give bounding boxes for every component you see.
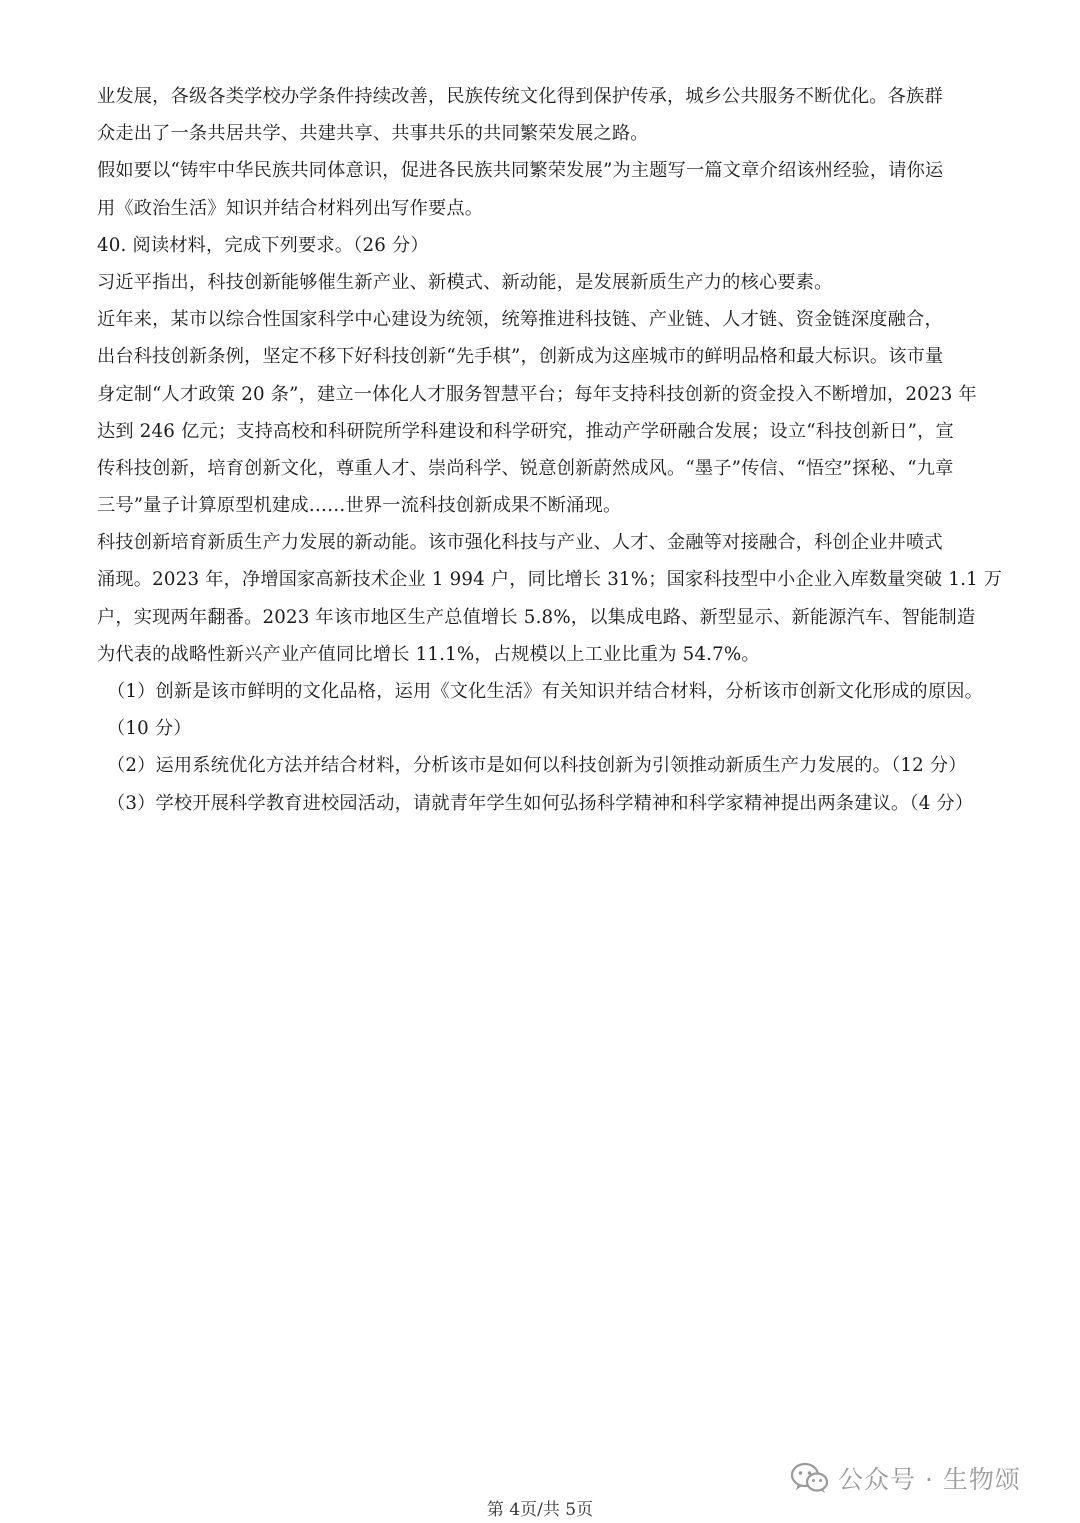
sub-question: （1）创新是该市鲜明的文化品格，运用《文化生活》有关知识并结合材料，分析该市创新文化形成的原因。 <box>107 681 983 702</box>
sub-question-score: （10 分） <box>107 718 192 740</box>
text-line: 假如要以“铸牢中华民族共同体意识，促进各民族共同繁荣发展”为主题写一篇文章介绍该州经验，请你运 <box>97 160 944 182</box>
wechat-icon <box>790 1461 830 1495</box>
text-line: 出台科技创新条例，坚定不移下好科技创新“先手棋”，创新成为这座城市的鲜明品格和最大标识。该市量 <box>97 346 944 368</box>
text-line: 众走出了一条共居共学、共建共享、共事共乐的共同繁荣发展之路。 <box>97 123 649 145</box>
text-line: 习近平指出，科技创新能够催生新产业、新模式、新动能，是发展新质生产力的核心要素。 <box>97 271 833 293</box>
watermark-text: 公众号 · 生物颂 <box>838 1465 1021 1494</box>
sub-question: （2）运用系统优化方法并结合材料，分析该市是如何以科技创新为引领推动新质生产力发展的。（12 分） <box>107 755 967 777</box>
page-number: 第 4页/共 5页 <box>486 1500 594 1520</box>
text-line: 用《政治生活》知识并结合材料列出写作要点。 <box>97 197 484 219</box>
text-line: 涌现。2023 年，净增国家高新技术企业 1 994 户，同比增长 31%；国家科技型中小企业入库数量突破 1.1 万 <box>97 569 1003 591</box>
text-line: 达到 246 亿元；支持高校和科研院所学科建设和科学研究，推动产学研融合发展；设立“科技创新日”，宣 <box>97 420 954 442</box>
text-line: 科技创新培育新质生产力发展的新动能。该市强化科技与产业、人才、金融等对接融合，科创企业井喷式 <box>97 532 943 554</box>
text-line: 传科技创新，培育创新文化，尊重人才、崇尚科学、锐意创新蔚然成风。“墨子”传信、“悟空”探秘、“九章 <box>97 457 954 479</box>
text-line: 业发展，各级各类学校办学条件持续改善，民族传统文化得到保护传承，城乡公共服务不断优化。各族群 <box>97 86 943 107</box>
sub-question: （3）学校开展科学教育进校园活动，请就青年学生如何弘扬科学精神和科学家精神提出两条建议。（4 分） <box>107 792 974 814</box>
document-body <box>97 78 1003 822</box>
text-line: 三号”量子计算原型机建成……世界一流科技创新成果不断涌现。 <box>97 495 622 517</box>
text-line: 近年来，某市以综合性国家科学中心建设为统领，统筹推进科技链、产业链、人才链、资金链深度融合， <box>97 309 943 331</box>
text-line: 户，实现两年翻番。2023 年该市地区生产总值增长 5.8%，以集成电路、新型显示、新能源汽车、智能制造 <box>97 606 976 628</box>
question-heading: 40. 阅读材料，完成下列要求。（26 分） <box>97 234 429 256</box>
text-line: 为代表的战略性新兴产业产值同比增长 11.1%，占规模以上工业比重为 54.7%。 <box>97 643 760 665</box>
watermark <box>790 1458 1021 1498</box>
text-line: 身定制“人才政策 20 条”，建立一体化人才服务智慧平台；每年支持科技创新的资金投入不断增加，2023 年 <box>97 383 977 405</box>
